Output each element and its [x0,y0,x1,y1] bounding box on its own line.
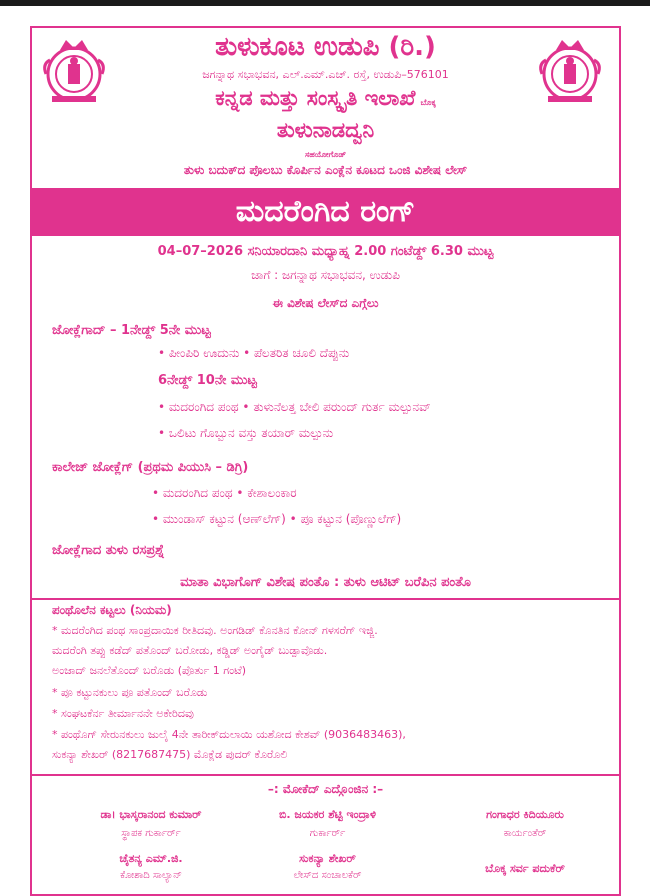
special-competition: ಮಾತಾ ವಿಭಾಗೊಗ್ ವಿಶೇಷ ಪಂತೊ : ತುಳು ಆಟಿಟ್ ಬರೆಪಿನ ಪಂತೊ [180,575,471,590]
sub-category-heading: 6ನೇಡ್ದ್ 10ನೇ ಮುಟ್ಟ [158,373,257,388]
rule-2: * ಪೂ ಕಟ್ಟುನಕುಲು ಪೂ ಪತೊಂದ್ ಬರೊಡು [52,686,208,699]
kids-category-items: • ಪೀಂಪಿರಿ ಊದುನು • ಪೆಲತರಿತ ಚೂಲಿ ದೆಪ್ಪುನು [158,346,350,360]
rules-heading: ಪಂಥೊಲೆನ ಕಟ್ಟಲು (ನಿಯಮ) [52,603,172,617]
collaboration-label: ಸಹಯೋಗೊಡ್ [304,150,347,159]
contact-role: ಲೇಸ್‌ದ ಸಂಚಾಲಕೆರ್ [293,870,362,881]
rule-1-line-2: ಮದರೆಂಗಿ ತಪ್ಪು ಕಡೆದ್ ಪತೊಂದ್ ಬರೋಡು, ಕಡ್ಡಿಡ್ ಅಂಗೈಡ್ ಬುಡ್ಪಾವೊಡು. [52,644,328,657]
highlights-heading: ಈ ವಿಶೇಷ ಲೇಸ್‌ದ ಎಗ್ಗೆಲು [272,296,379,310]
contact-name: ಬಿ. ಜಯಕರ ಶೆಟ್ಟಿ ಇಂದ್ರಾಳಿ [279,808,376,821]
partner-name: ತುಳುನಾಡದ್ವನಿ [276,118,375,142]
contact-name: ಬೊಕ್ಕ ಸರ್ವ ಪದುಕೆರ್ [485,862,565,875]
org-address: ಜಗನ್ನಾಥ ಸಭಾಭವನ, ಎಲ್.ಎಮ್.ಎಚ್. ರಸ್ತೆ, ಉಡುಪಿ–576101 [202,68,449,81]
contact-role: ಕೋಶಾದಿ ಸಾಲ್ಯಾನ್ [120,870,182,881]
sub-category-items-2: • ಒಲಿಟು ಗೊಬ್ಬುನ ವಸ್ತು ತಯಾರ್ ಮಲ್ಪುನು [158,426,334,440]
rule-1-line-1: * ಮದರೆಂಗಿದ ಪಂಥ ಸಾಂಪ್ರದಾಯಿಕ ರೀತಿದವು. ಅಂಗಡಿಡ್ ಕೊನತಿನ ಕೋನ್ ಗಳಸರೆಗ್ ಇಜ್ಜಿ. [52,624,378,637]
contact-name: ಚೈತನ್ಯ ಎಮ್.ಜಿ. [119,852,183,865]
college-category-items-1: • ಮದರಂಗಿದ ಪಂಥ • ಕೇಶಾಲಂಕಾರ [152,486,297,500]
rule-4-line-1: * ಪಂಥೊಗ್ ಸೇರುನಕುಲು ಜುಲೈ 4ನೇ ತಾರೀಕ್‌ದುಲಾಯಿ ಯಶೋದ ಕೇಶವ್ (9036483463), [52,728,406,741]
rule-4-line-2: ಸುಕನ್ಯಾ ಶೇಖರ್ (8217687475) ಮೊಕ್ಲೆಡ ಪುದರ್ ಕೊರೊಲಿ [52,748,288,761]
department-name: ಕನ್ನಡ ಮತ್ತು ಸಂಸ್ಕೃತಿ ಇಲಾಖೆ [215,86,416,110]
college-category-heading: ಕಾಲೇಜ್ ಜೋಕ್ಲೆಗ್ (ಪ್ರಥಮ ಪಿಯುಸಿ – ಡಿಗ್ರಿ) [52,460,249,475]
top-border-bar [0,0,650,6]
contact-name: ಸುಕನ್ಯಾ ಶೇಖರ್ [299,852,356,865]
event-datetime: 04–07–2026 ಸನಿಯಾರದಾನಿ ಮಧ್ಯಾಹ್ನ 2.00 ಗಂಟೆಡ್ದ್ 6.30 ಮುಟ್ಟ [157,244,494,259]
department-suffix: ಬೊಕ್ಕ [420,98,436,107]
rule-1-line-3: ಅಂಜಾದ್ ಜನಲೆತೊಂದ್ ಬರೊಡು (ಪೊರ್ತು 1 ಗಂಟೆ) [52,664,247,677]
quiz-heading: ಜೋಕ್ಲೆಗಾದ ತುಳು ರಸಪ್ರಶ್ನೆ [52,543,165,558]
contact-name: ಗಂಗಾಧರ ಕಿದಿಯೂರು [486,808,564,821]
sub-category-items-1: • ಮದರಂಗಿದ ಪಂಥ • ತುಳುನೆಲತ್ತ ಬೇಲಿ ಪರುಂದ್ ಗುರ್ತ ಮಲ್ಪುನವ್ [158,400,431,414]
contacts-heading: –: ಮೋಕೆದ್ ಎದ್ಗೊಂಜಿನ :– [267,782,384,796]
department-line [32,86,619,111]
rule-3: * ಸಂಘಟಕೆರ್ನ ತೀರ್ಮಾನನೇ ಅಕೇರಿದವು [52,707,194,720]
rules-divider [32,598,619,600]
contact-role: ಸ್ಥಾಪಕ ಗುರ್ಕಾರ್ರ್ [121,828,181,839]
contact-name: ಡಾ। ಭಾಸ್ಕರಾನಂದ ಕುಮಾರ್ [100,808,202,821]
college-category-items-2: • ಮುಂಡಾಸ್ ಕಟ್ಟುನ (ಆಣ್‌ಲೆಗ್) • ಪೂ ಕಟ್ಟುನ (ಪೊಣ್ಣುಲೆಗ್) [152,512,402,526]
contact-role: ಕಾರ್ಯಂತೆರ್ [503,828,547,839]
event-venue: ಜಾಗೆ : ಜಗನ್ನಾಥ ಸಭಾಭವನ, ಉಡುಪಿ [251,268,400,282]
contact-role: ಗುರ್ಕಾರ್ರ್ [309,828,346,839]
tagline: ತುಳು ಬದುಕ್‌ದ ಪೊಲಬು ಕೊರ್ಪಿನ ಎಂಕ್ಲೆನ ಕೂಟದ ಒಂಜಿ ವಿಶೇಷ ಲೇಸ್ [183,163,468,177]
contacts-divider [32,774,619,776]
event-title: ಮದರೆಂಗಿದ ರಂಗ್ [235,194,416,229]
kids-category-heading: ಜೋಕ್ಲೆಗಾದ್ – 1ನೇಡ್ದ್ 5ನೇ ಮುಟ್ಟ [52,323,211,338]
org-name: ತುಳುಕೂಟ ಉಡುಪಿ (ರಿ.) [215,32,436,62]
